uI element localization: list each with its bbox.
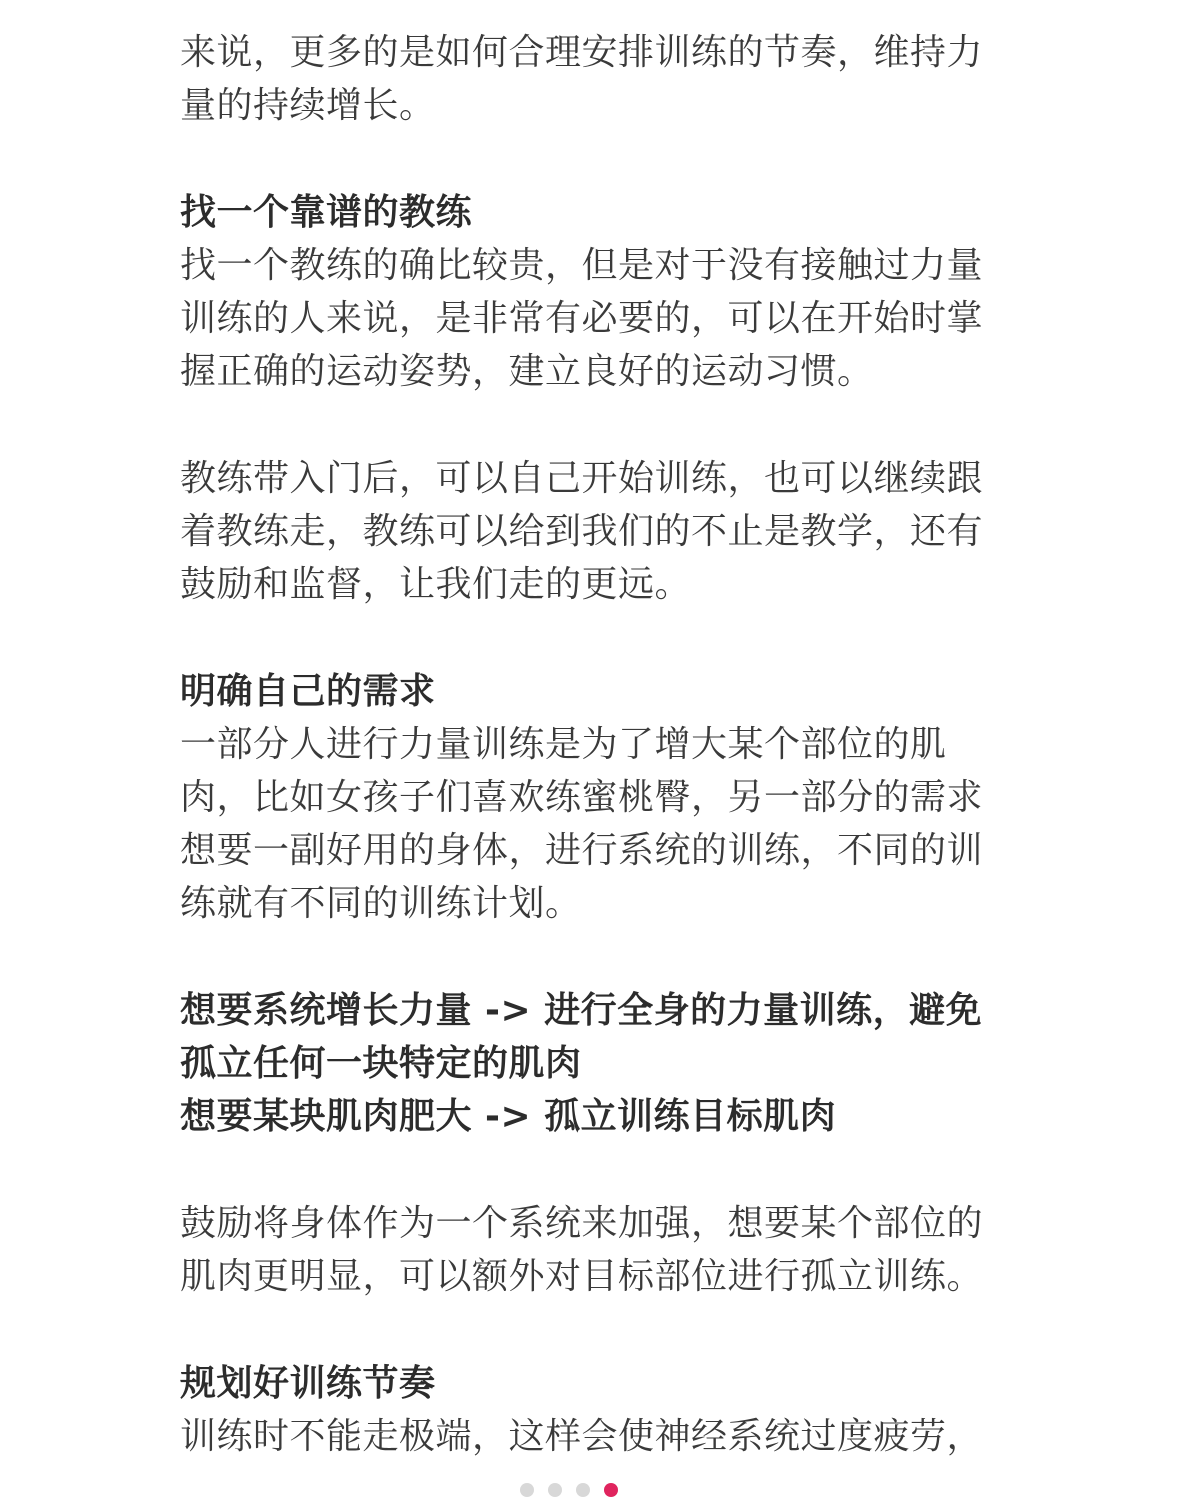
page-indicator[interactable]	[520, 1483, 618, 1497]
intro-line-1: 来说，更多的是如何合理安排训练的节奏，维持力	[180, 32, 984, 73]
paragraph-line: 鼓励将身体作为一个系统来加强，想要某个部位的	[180, 1203, 984, 1244]
section-heading-rhythm: 规划好训练节奏	[180, 1363, 436, 1404]
bold-line: 想要系统增长力量 -> 进行全身的力量训练，避免	[180, 990, 983, 1031]
bold-line: 孤立任何一块特定的肌肉	[180, 1043, 582, 1084]
page-dot-3[interactable]	[576, 1483, 590, 1497]
paragraph-line: 鼓励和监督，让我们走的更远。	[180, 564, 692, 605]
paragraph-line: 找一个教练的确比较贵，但是对于没有接触过力量	[180, 245, 984, 286]
paragraph-line: 想要一副好用的身体，进行系统的训练，不同的训	[180, 830, 984, 871]
paragraph-line: 一部分人进行力量训练是为了增大某个部位的肌	[180, 724, 947, 765]
page-dot-4-active[interactable]	[604, 1483, 618, 1497]
section-heading-coach: 找一个靠谱的教练	[180, 192, 473, 233]
paragraph-line: 训练时不能走极端，这样会使神经系统过度疲劳，	[180, 1416, 984, 1457]
paragraph-line: 肌肉更明显，可以额外对目标部位进行孤立训练。	[180, 1256, 984, 1297]
page-dot-1[interactable]	[520, 1483, 534, 1497]
paragraph-line: 教练带入门后，可以自己开始训练，也可以继续跟	[180, 458, 984, 499]
page-dot-2[interactable]	[548, 1483, 562, 1497]
article-body	[180, 0, 1010, 1463]
paragraph-line: 练就有不同的训练计划。	[180, 883, 582, 924]
paragraph-line: 肉，比如女孩子们喜欢练蜜桃臀，另一部分的需求	[180, 777, 984, 818]
intro-line-2: 量的持续增长。	[180, 85, 436, 126]
section-heading-needs: 明确自己的需求	[180, 671, 436, 712]
paragraph-line: 着教练走，教练可以给到我们的不止是教学，还有	[180, 511, 984, 552]
paragraph-line: 握正确的运动姿势，建立良好的运动习惯。	[180, 351, 874, 392]
bold-line: 想要某块肌肉肥大 -> 孤立训练目标肌肉	[180, 1096, 837, 1137]
paragraph-line: 训练的人来说，是非常有必要的，可以在开始时掌	[180, 298, 984, 339]
